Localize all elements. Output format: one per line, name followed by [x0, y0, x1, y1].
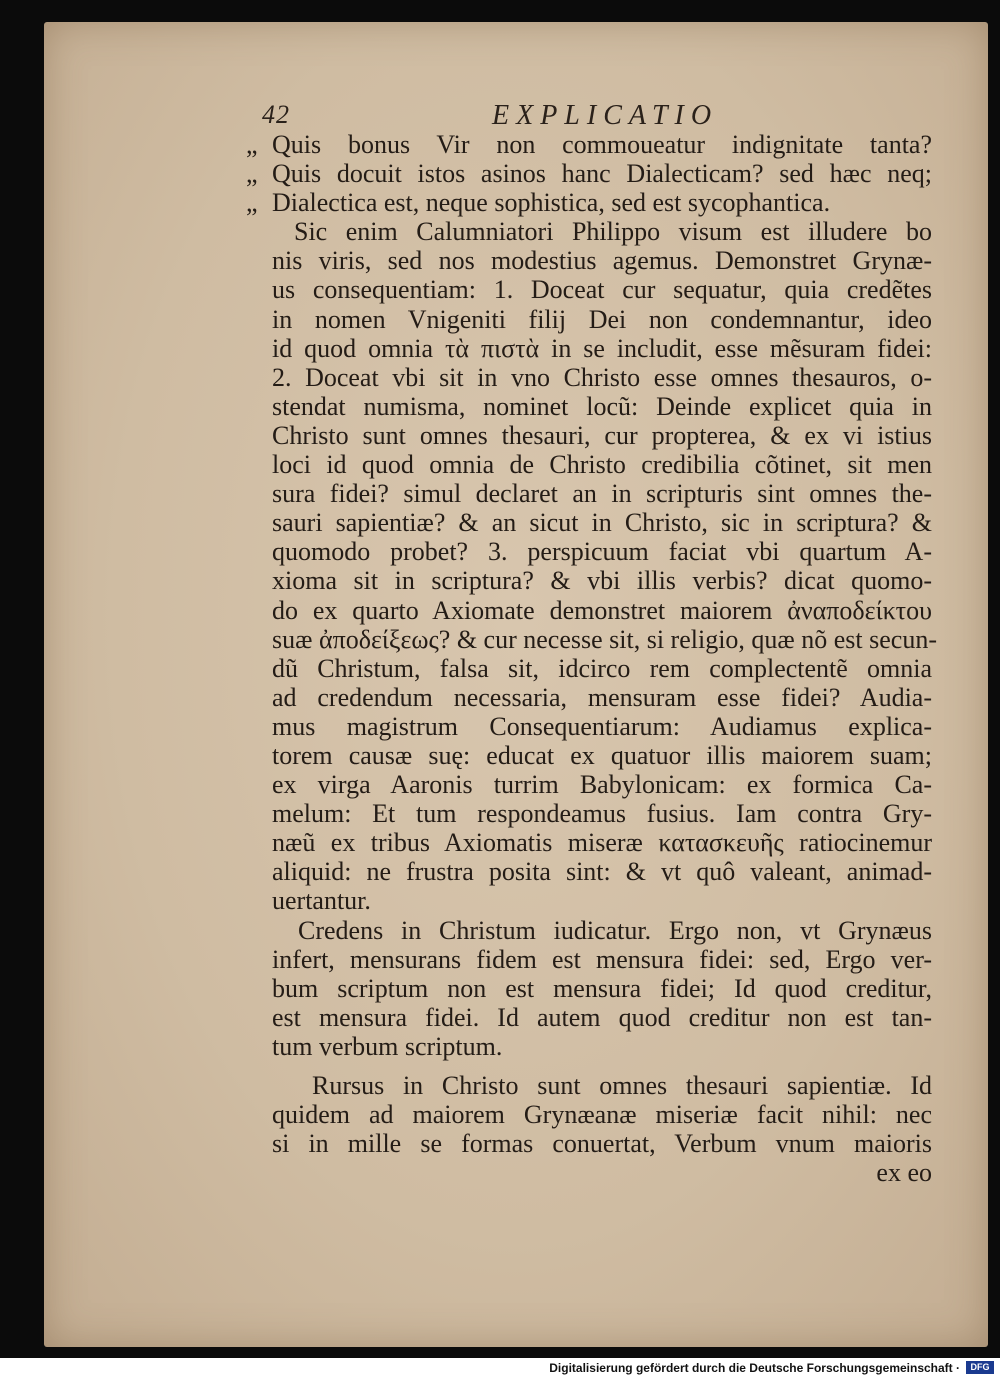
text-line: sura fidei? simul declaret an in scripturis sint omnes the- — [272, 479, 932, 509]
text-line: tum verbum scriptum. — [272, 1031, 503, 1061]
page-number: 42 — [262, 100, 290, 129]
text-line: Rursus in Christo sunt omnes thesauri sapientiæ. Id — [312, 1071, 932, 1100]
quote-mark: „ — [246, 130, 258, 159]
text-line: ex virga Aaronis turrim Babylonicam: ex formica Ca- — [272, 770, 932, 800]
text-line: bum scriptum non est mensura fidei; Id quod creditur, — [272, 973, 932, 1003]
dfg-logo: DFG — [966, 1361, 994, 1374]
footer-credit: Digitalisierung gefördert durch die Deutsche Forschungsgemeinschaft · — [549, 1361, 960, 1375]
text-line: mus magistrum Consequentiarum: Audiamus explica- — [272, 711, 932, 741]
quote-line-text: Quis bonus Vir non commoueatur indignitate tanta? — [272, 130, 932, 159]
text-line: ad credendum necessaria, mensuram esse fidei? Audia- — [272, 682, 932, 712]
text-line: nis viris, sed nos modestius agemus. Demonstret Grynæ- — [272, 246, 932, 276]
text-line: xioma sit in scriptura? & vbi illis verbis? dicat quomo- — [272, 566, 932, 596]
text-line: suæ ἀποδείξεως? & cur necesse sit, si religio, quæ nõ est secun- — [272, 624, 938, 654]
digitization-footer — [0, 1358, 1000, 1378]
text-line: sauri sapientiæ? & an sicut in Christo, sic in scriptura? & — [272, 508, 932, 538]
body-text — [246, 130, 938, 1188]
text-line: 2. Doceat vbi sit in vno Christo esse omnes thesauros, o- — [272, 362, 932, 392]
text-line: infert, mensurans fidem est mensura fidei: sed, Ergo ver- — [272, 944, 932, 974]
text-line: in nomen Vnigeniti filij Dei non condemnantur, ideo — [272, 304, 932, 334]
catchword: ex eo — [876, 1158, 932, 1188]
text-line: Credens in Christum iudicatur. Ergo non, vt Grynæus — [298, 915, 932, 945]
running-title: EXPLICATIO — [492, 100, 719, 131]
text-line: quidem ad maiorem Grynæanæ miseriæ facit nihil: nec — [272, 1100, 932, 1130]
quote-line — [246, 188, 932, 218]
text-line: us consequentiam: 1. Doceat cur sequatur, quia credẽtes — [272, 275, 932, 305]
text-line: loci id quod omnia de Christo credibilia cõtinet, sit men — [272, 450, 932, 480]
paragraph-1 — [272, 217, 938, 916]
text-line: si in mille se formas conuertat, Verbum vnum maioris — [272, 1129, 932, 1159]
text-line: est mensura fidei. Id autem quod creditur non est tan- — [272, 1002, 932, 1032]
text-line: uertantur. — [272, 886, 371, 916]
text-line: aliquid: ne frustra posita sint: & vt quô valeant, animad- — [272, 857, 932, 887]
paragraph-2 — [272, 916, 932, 1061]
text-line: do ex quarto Axiomate demonstret maiorem ἀναποδείκτου — [272, 595, 932, 625]
text-line: stendat numisma, nominet locũ: Deinde explicet quia in — [272, 391, 932, 421]
quote-line-text: Dialectica est, neque sophistica, sed est sycophantica. — [272, 188, 831, 218]
quote-line — [246, 130, 932, 159]
quote-mark: „ — [246, 159, 258, 189]
text-line: dũ Christum, falsa sit, idcirco rem complectentẽ omnia — [272, 653, 932, 683]
paragraph-3 — [272, 1071, 932, 1158]
quote-line — [246, 159, 932, 189]
text-line: quomodo probet? 3. perspicuum faciat vbi quartum A- — [272, 537, 932, 567]
text-line: Christo sunt omnes thesauri, cur propterea, & ex vi istius — [272, 420, 932, 450]
text-line: næũ ex tribus Axiomatis miseræ κατασκευῆς ratiocinemur — [272, 828, 932, 858]
text-line: Sic enim Calumniatori Philippo visum est illudere bo — [294, 217, 932, 247]
text-line: id quod omnia τὰ πιστὰ in se includit, esse mẽsuram fidei: — [272, 333, 932, 363]
quote-mark: „ — [246, 188, 258, 218]
quote-line-text: Quis docuit istos asinos hanc Dialecticam? sed hæc neq; — [272, 159, 932, 189]
text-line: torem causæ suę: educat ex quatuor illis maiorem suam; — [272, 740, 932, 770]
text-line: melum: Et tum respondeamus fusius. Iam contra Gry- — [272, 799, 932, 829]
